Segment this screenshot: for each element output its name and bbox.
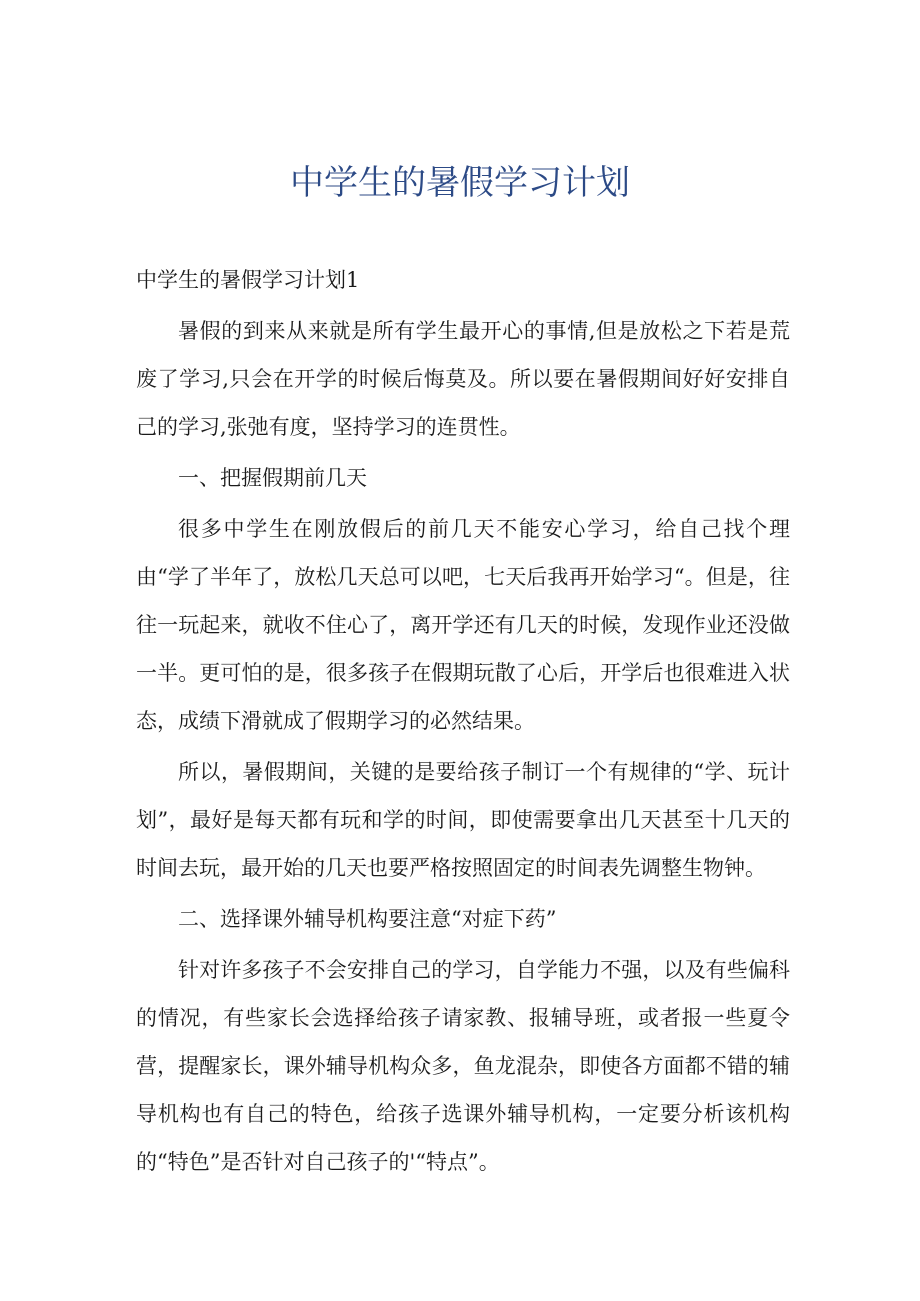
body-paragraph: 针对许多孩子不会安排自己的学习，自学能力不强，以及有些偏科的情况，有些家长会选择给孩子请家教、报辅导班，或者报一些夏令营，提醒家长，课外辅导机构众多，鱼龙混杂，即使各方面都不错的辅导机构也有自己的特色，给孩子选课外辅导机构，一定要分析该机构的“特色”是否针对自己孩子的'“特点”。 [136, 958, 790, 1174]
document-body [136, 256, 790, 1189]
document-title: 中学生的暑假学习计划 [290, 163, 630, 203]
section-heading: 中学生的暑假学习计划1 [136, 268, 360, 292]
subsection-heading: 二、选择课外辅导机构要注意“对症下药” [178, 907, 557, 931]
subsection-heading: 一、把握假期前几天 [178, 466, 367, 490]
body-paragraph: 所以，暑假期间，关键的是要给孩子制订一个有规律的“学、玩计划”，最好是每天都有玩和学的时间，即使需要拿出几天甚至十几天的时间去玩，最开始的几天也要严格按照固定的时间表先调整生物钟。 [136, 760, 790, 880]
body-paragraph: 很多中学生在刚放假后的前几天不能安心学习，给自己找个理由“学了半年了，放松几天总可以吧，七天后我再开始学习“。但是，往往一玩起来，就收不住心了，离开学还有几天的时候，发现作业还没做一半。更可怕的是，很多孩子在假期玩散了心后，开学后也很难进入状态，成绩下滑就成了假期学习的必然结果。 [136, 517, 790, 733]
body-paragraph: 暑假的到来从来就是所有学生最开心的事情,但是放松之下若是荒废了学习,只会在开学的时候后悔莫及。所以要在暑假期间好好安排自己的学习,张弛有度，坚持学习的连贯性。 [136, 319, 790, 439]
